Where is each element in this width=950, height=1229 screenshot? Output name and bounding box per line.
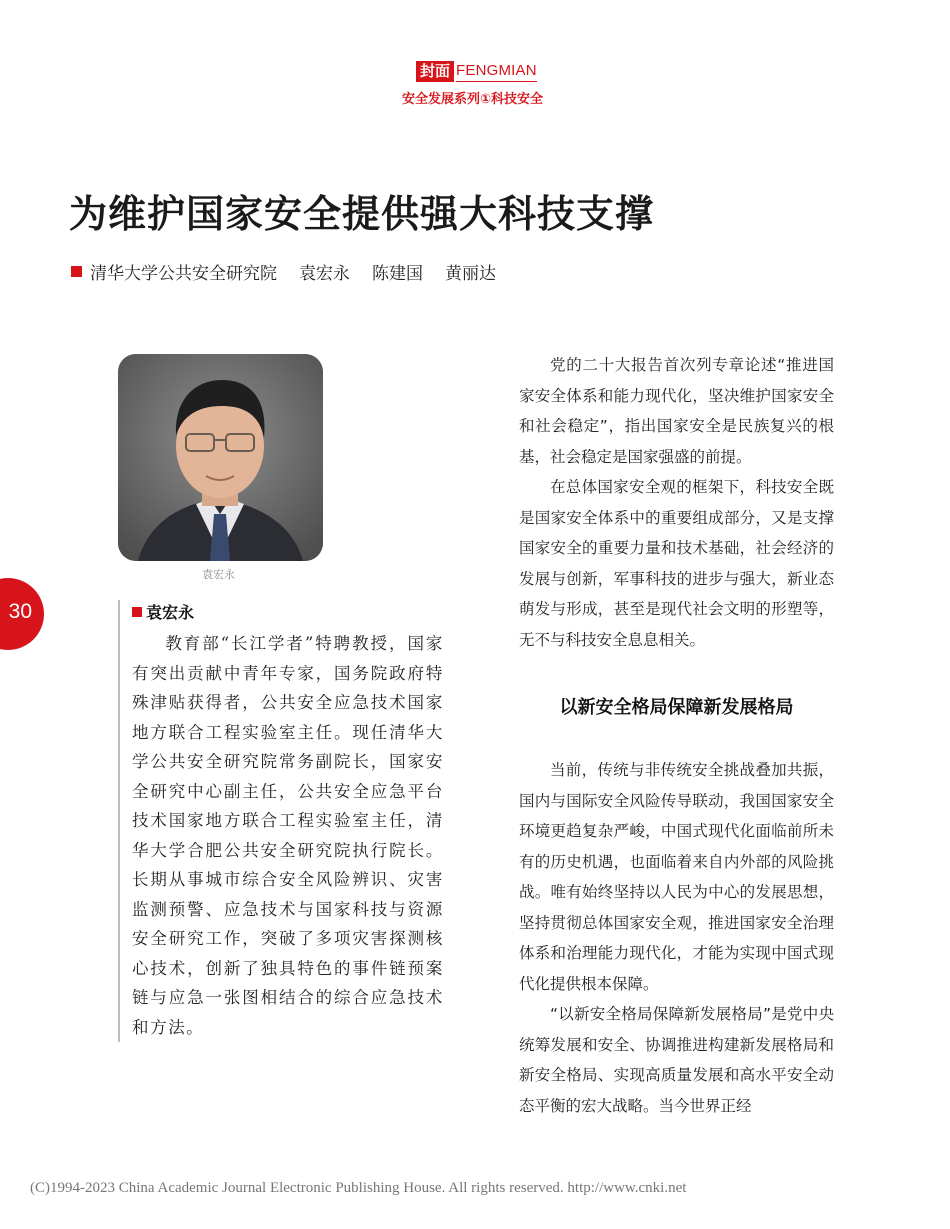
body-paragraph: 在总体国家安全观的框架下，科技安全既是国家安全体系中的重要组成部分，又是支撑国家安全的重要力量和技术基础，社会经济的发展与创新，军事科技的进步与强大，新业态萌发与形成，甚至是现代社会文明的形塑等，无不与科技安全息息相关。 bbox=[519, 478, 834, 649]
byline-marker bbox=[71, 266, 82, 277]
author-photo bbox=[118, 354, 323, 561]
body-paragraph: 当前，传统与非传统安全挑战叠加共振，国内与国际安全风险传导联动，我国国家安全环境更趋复杂严峻，中国式现代化面临前所未有的历史机遇，也面临着来自内外部的风险挑战。唯有始终坚持以人民为中心的发展思想，坚持贯彻总体国家安全观，推进国家安全治理体系和治理能力现代化，才能为实现中国式现代化提供根本保障。 bbox=[519, 761, 834, 993]
article-title: 为维护国家安全提供强大科技支撑 bbox=[69, 192, 655, 236]
section-header bbox=[416, 60, 537, 82]
body-paragraph: 党的二十大报告首次列专章论述“推进国家安全体系和能力现代化，坚决维护国家安全和社会稳定”，指出国家安全是民族复兴的根基，社会稳定是国家强盛的前提。 bbox=[519, 356, 834, 466]
institution: 清华大学公共安全研究院 bbox=[90, 264, 277, 284]
author-1: 袁宏永 bbox=[299, 264, 350, 284]
bio-name: 袁宏永 bbox=[146, 603, 195, 622]
page-number-tab bbox=[0, 578, 44, 650]
author-2: 陈建国 bbox=[372, 264, 423, 284]
section-label-en: FENGMIAN bbox=[456, 61, 537, 82]
copyright-notice: (C)1994-2023 China Academic Journal Electronic Publishing House. All rights reserved. http://www.cnki.net bbox=[30, 1180, 687, 1196]
section-label-cn: 封面 bbox=[416, 61, 454, 82]
series-label: 安全发展系列①科技安全 bbox=[402, 92, 544, 107]
body-paragraph: “以新安全格局保障新发展格局”是党中央统筹发展和安全、协调推进构建新发展格局和新安全格局、实现高质量发展和高水平安全动态平衡的宏大战略。当今世界正经 bbox=[519, 1005, 834, 1115]
byline bbox=[71, 259, 496, 284]
bio-text: 教育部“长江学者”特聘教授，国家有突出贡献中青年专家，国务院政府特殊津贴获得者，公共安全应急技术国家地方联合工程实验室主任。现任清华大学公共安全研究院常务副院长，国家安全研究中心副主任，公共安全应急平台技术国家地方联合工程实验室主任，清华大学合肥公共安全研究院执行院长。长期从事城市综合安全风险辨识、灾害监测预警、应急技术与国家科技与资源安全研究工作，突破了多项灾害探测核心技术，创新了独具特色的事件链预案链与应急一张图相结合的综合应急技术和方法。 bbox=[132, 634, 444, 1037]
bio-marker bbox=[132, 607, 142, 617]
body-column-top bbox=[519, 350, 834, 655]
page-number: 30 bbox=[8, 600, 32, 623]
author-bio bbox=[118, 600, 444, 1042]
author-3: 黄丽达 bbox=[445, 264, 496, 284]
body-column-bottom bbox=[519, 755, 834, 1121]
photo-caption: 袁宏永 bbox=[202, 568, 235, 581]
bio-heading bbox=[132, 600, 444, 623]
section-heading: 以新安全格局保障新发展格局 bbox=[559, 697, 794, 718]
